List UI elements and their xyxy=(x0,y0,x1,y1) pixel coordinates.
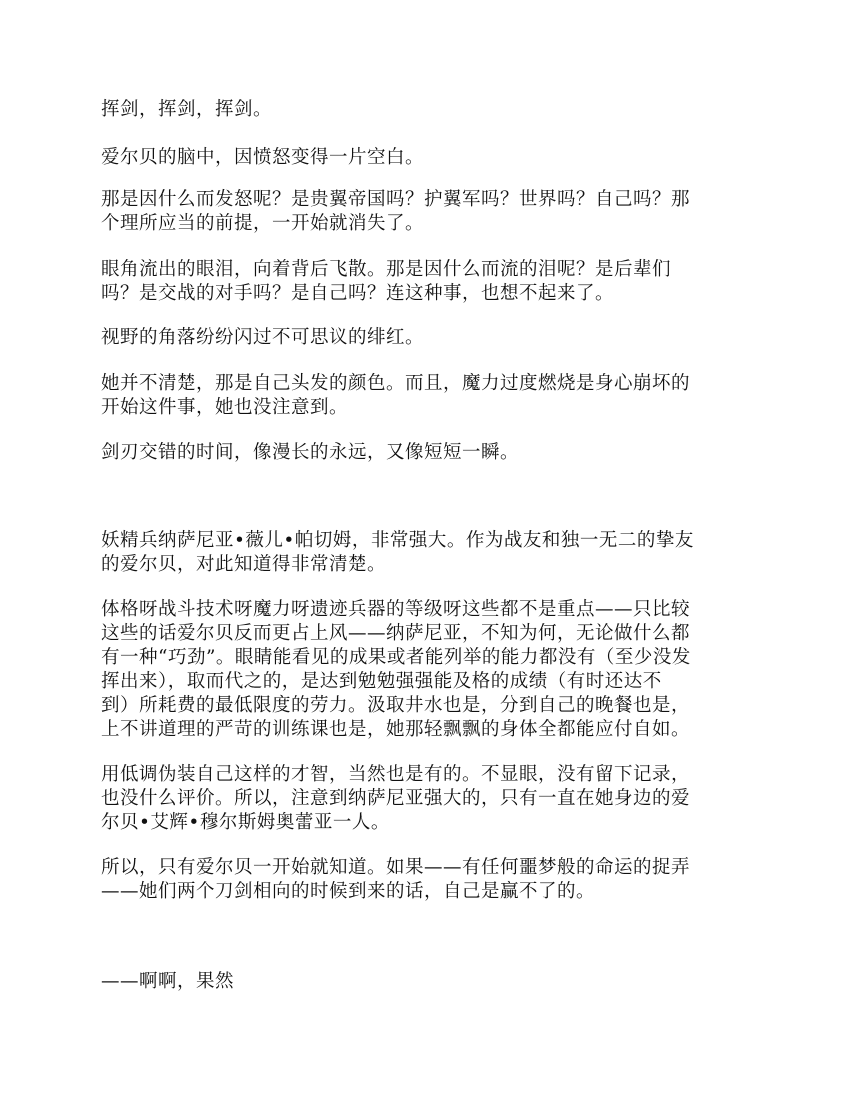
text-line: 用低调伪装自己这样的才智，当然也是有的。不显眼，没有留下记录， xyxy=(101,764,691,785)
paragraph-2 xyxy=(101,146,749,170)
text-line: 那是因什么而发怒呢？是贵翼帝国吗？护翼军吗？世界吗？自己吗？那 xyxy=(101,189,691,210)
text-line: 有一种“巧劲”。眼睛能看见的成果或者能列举的能力都没有（至少没发 xyxy=(101,647,691,668)
text-line: 个理所应当的前提，一开始就消失了。 xyxy=(101,213,425,234)
paragraph-10 xyxy=(101,763,749,835)
text-line: 眼角流出的眼泪，向着背后飞散。那是因什么而流的泪呢？是后辈们 xyxy=(101,259,672,280)
paragraph-5 xyxy=(101,326,749,350)
text-line: 这些的话爱尔贝反而更占上风——纳萨尼亚，不知为何，无论做什么都 xyxy=(101,623,691,644)
text-line: ——啊啊，果然 xyxy=(101,971,235,992)
text-line: 挥出来），取而代之的，是达到勉勉强强能及格的成绩（有时还达不 xyxy=(101,671,662,692)
text-line: 挥剑，挥剑，挥剑。 xyxy=(101,99,273,120)
paragraph-9 xyxy=(101,598,749,742)
paragraph-6 xyxy=(101,372,749,420)
text-line: 也没什么评价。所以，注意到纳萨尼亚强大的，只有一直在她身边的爱 xyxy=(101,788,691,809)
text-line: ——她们两个刀剑相向的时候到来的话，自己是赢不了的。 xyxy=(101,881,596,902)
text-line: 到）所耗费的最低限度的劳力。汲取井水也是，分到自己的晚餐也是， xyxy=(101,695,691,716)
text-line: 视野的角落纷纷闪过不可思议的绯红。 xyxy=(101,327,425,348)
text-line: 吗？是交战的对手吗？是自己吗？连这种事，也想不起来了。 xyxy=(101,283,615,304)
paragraph-1 xyxy=(101,98,749,122)
paragraph-12 xyxy=(101,970,749,994)
text-line: 剑刃交错的时间，像漫长的永远，又像短短一瞬。 xyxy=(101,442,520,463)
text-line: 的爱尔贝，对此知道得非常清楚。 xyxy=(101,554,387,575)
text-line: 她并不清楚，那是自己头发的颜色。而且，魔力过度燃烧是身心崩坏的 xyxy=(101,373,691,394)
paragraph-7 xyxy=(101,441,749,465)
text-line: 爱尔贝的脑中，因愤怒变得一片空白。 xyxy=(101,147,425,168)
text-line: 体格呀战斗技术呀魔力呀遗迹兵器的等级呀这些都不是重点——只比较 xyxy=(101,599,691,620)
text-line: 所以，只有爱尔贝一开始就知道。如果——有任何噩梦般的命运的捉弄 xyxy=(101,857,691,878)
paragraph-3 xyxy=(101,188,749,236)
paragraph-8 xyxy=(101,529,749,577)
text-line: 尔贝•艾辉•穆尔斯姆奥蕾亚一人。 xyxy=(101,812,390,833)
text-line: 妖精兵纳萨尼亚•薇儿•帕切姆，非常强大。作为战友和独一无二的挚友 xyxy=(101,530,694,551)
text-line: 开始这件事，她也没注意到。 xyxy=(101,397,349,418)
text-line: 上不讲道理的严苛的训练课也是，她那轻飘飘的身体全都能应付自如。 xyxy=(101,719,691,740)
paragraph-11 xyxy=(101,856,749,904)
paragraph-4 xyxy=(101,258,749,306)
